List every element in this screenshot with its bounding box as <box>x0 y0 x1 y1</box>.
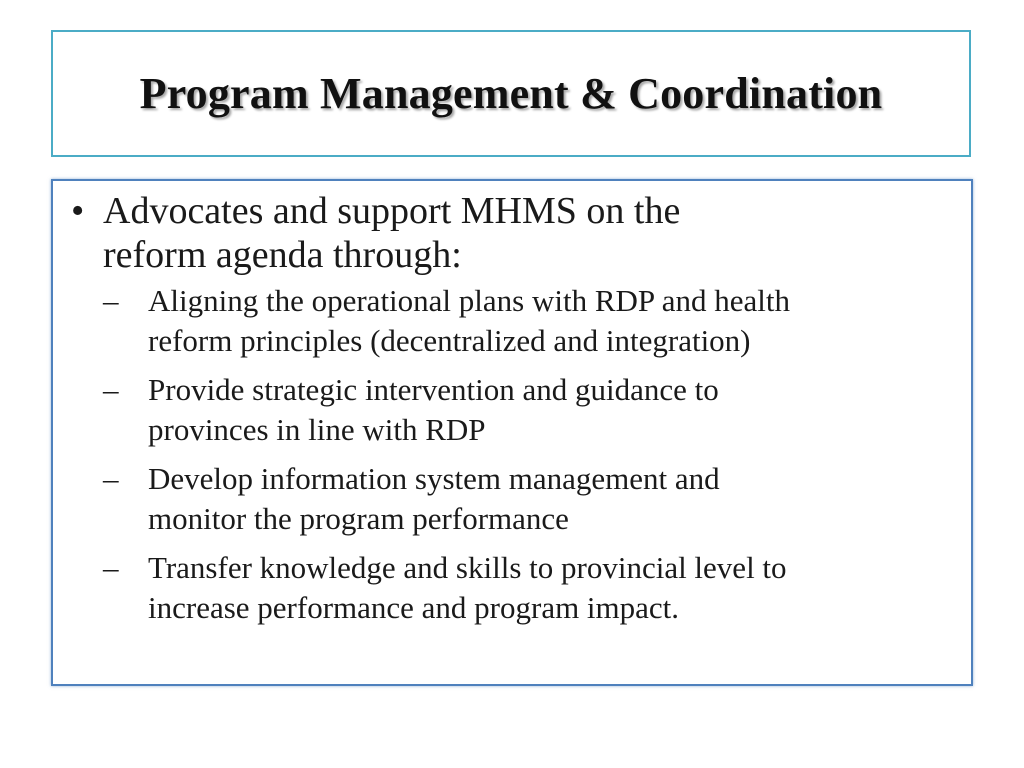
sub-bullet-line: Provide strategic intervention and guidance to <box>148 372 719 407</box>
main-bullet <box>63 189 961 628</box>
sub-bullet-line: Transfer knowledge and skills to provincial level to <box>148 550 787 585</box>
title-frame <box>51 30 971 157</box>
dash-marker: – <box>103 372 119 407</box>
sub-bullet-line: provinces in line with RDP <box>148 412 486 447</box>
main-bullet-line-2: reform agenda through: <box>103 234 462 276</box>
dash-marker: – <box>103 461 119 496</box>
content-frame <box>51 179 973 686</box>
sub-bullet-line: Develop information system management and <box>148 461 720 496</box>
dash-marker: – <box>103 550 119 585</box>
sub-bullet-item <box>103 370 961 450</box>
sub-bullet-item <box>103 459 961 539</box>
sub-bullet-line: increase performance and program impact. <box>148 590 680 625</box>
sub-bullet-line: Aligning the operational plans with RDP and health <box>148 283 790 318</box>
dash-marker: – <box>103 283 119 318</box>
sub-bullet-list <box>103 281 961 628</box>
sub-bullet-item <box>103 548 961 628</box>
bullet-list <box>63 189 961 637</box>
slide-title: Program Management & Coordination <box>139 69 883 118</box>
sub-bullet-line: monitor the program performance <box>148 501 569 536</box>
sub-bullet-item <box>103 281 961 361</box>
main-bullet-line-1: Advocates and support MHMS on the <box>103 190 681 232</box>
sub-bullet-line: reform principles (decentralized and integration) <box>148 323 751 358</box>
bullet-marker: • <box>71 190 85 232</box>
